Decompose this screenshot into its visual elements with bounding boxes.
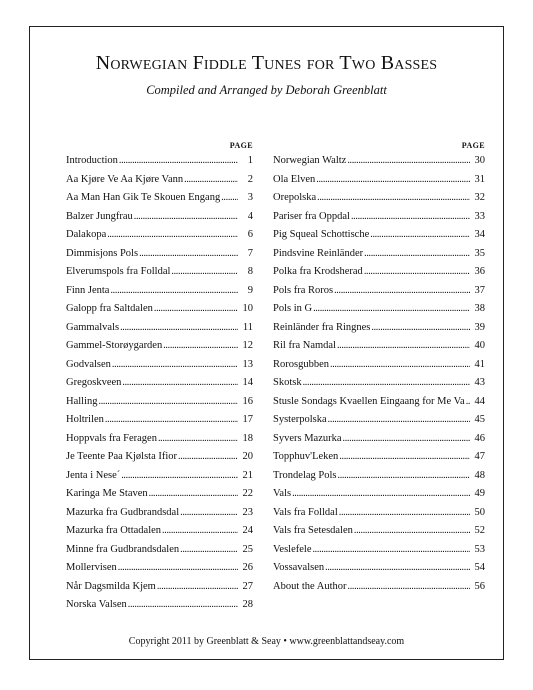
copyright-footer: Copyright 2011 by Greenblatt & Seay • www.greenblattandseay.com xyxy=(128,636,405,647)
toc-entry-title: Rorosgubben xyxy=(273,358,329,370)
toc-entry-title: Systerpolska xyxy=(273,414,327,425)
toc-entry-page: 50 xyxy=(474,506,485,518)
toc-entry-page: 32 xyxy=(474,192,485,203)
toc-entry-title: Pols in G xyxy=(273,303,313,314)
toc-entry-page: 1 xyxy=(247,155,253,166)
toc-entry xyxy=(273,448,485,467)
toc-entry xyxy=(273,356,485,375)
toc-dot-leader xyxy=(221,189,238,208)
toc-dot-leader xyxy=(351,208,470,227)
toc-entry-title: Veslefele xyxy=(273,543,312,555)
toc-dot-leader xyxy=(112,356,238,375)
toc-entry-page: 31 xyxy=(474,173,485,185)
toc-entry-page: 48 xyxy=(474,469,485,481)
toc-entry-page: 52 xyxy=(474,525,485,536)
toc-dot-leader xyxy=(348,578,471,597)
toc-dot-leader xyxy=(364,263,470,282)
toc-dot-leader xyxy=(139,245,238,264)
toc-entry-page: 34 xyxy=(474,229,485,240)
toc-entry xyxy=(66,393,253,412)
toc-entry-page: 18 xyxy=(242,432,253,444)
toc-dot-leader xyxy=(317,189,470,208)
toc-entry-page: 10 xyxy=(242,303,253,314)
toc-dot-leader xyxy=(313,300,470,319)
toc-entry-title: Gammel-Storøygarden xyxy=(66,340,163,351)
toc-dot-leader xyxy=(121,467,238,486)
toc-entry xyxy=(66,522,253,541)
toc-entry-title: Vals fra Folldal xyxy=(273,506,338,518)
toc-entry-page: 46 xyxy=(474,432,485,444)
toc-entry xyxy=(66,541,253,560)
toc-dot-leader xyxy=(328,411,470,430)
toc-entry xyxy=(273,245,485,264)
toc-dot-leader xyxy=(105,411,238,430)
toc-entry xyxy=(273,485,485,504)
toc-entry-page: 54 xyxy=(474,562,485,573)
toc-dot-leader xyxy=(343,430,470,449)
toc-dot-leader xyxy=(107,226,238,245)
toc-entry xyxy=(273,374,485,393)
toc-entry-title: Holtrilen xyxy=(66,414,104,425)
toc-entry xyxy=(273,411,485,430)
toc-dot-leader xyxy=(325,559,470,578)
book-subtitle: Compiled and Arranged by Deborah Greenblatt xyxy=(146,83,387,97)
toc-entry-page: 44 xyxy=(474,395,485,407)
toc-entry-title: Hoppvals fra Feragen xyxy=(66,432,157,444)
toc-entry-page: 53 xyxy=(474,543,485,555)
toc-dot-leader xyxy=(163,337,238,356)
toc-entry-page: 26 xyxy=(242,562,253,573)
toc-entry-page: 47 xyxy=(474,451,485,462)
toc-dot-leader xyxy=(180,541,238,560)
toc-entry-title: Karinga Me Staven xyxy=(66,488,148,499)
toc-entry-title: Syvers Mazurka xyxy=(273,432,342,444)
toc-entry xyxy=(273,559,485,578)
toc-entry xyxy=(273,467,485,486)
toc-dot-leader xyxy=(134,208,238,227)
toc-dot-leader xyxy=(303,374,470,393)
toc-entry xyxy=(66,578,253,597)
toc-entry-title: Dalakopa xyxy=(66,229,107,240)
toc-dot-leader xyxy=(316,171,470,190)
toc-entry-page: 7 xyxy=(247,247,253,259)
toc-entry xyxy=(66,411,253,430)
toc-left-list xyxy=(66,152,253,615)
toc-left-column xyxy=(66,140,253,615)
toc-entry-page: 35 xyxy=(474,247,485,259)
toc-dot-leader xyxy=(122,374,238,393)
toc-dot-leader xyxy=(128,596,238,615)
toc-entry-title: Trondelag Pols xyxy=(273,469,337,481)
toc-entry xyxy=(273,319,485,338)
toc-entry-title: Vals xyxy=(273,488,292,499)
toc-entry-title: Polka fra Krodsherad xyxy=(273,266,363,277)
toc-entry-page: 13 xyxy=(242,358,253,370)
toc-entry-title: Elverumspols fra Folldal xyxy=(66,266,171,277)
toc-entry-page: 27 xyxy=(242,580,253,592)
page-column-header-right: PAGE xyxy=(461,141,485,150)
toc-dot-leader xyxy=(180,504,238,523)
toc-entry xyxy=(66,485,253,504)
toc-entry-title: Pindsvine Reinländer xyxy=(273,247,364,259)
toc-entry xyxy=(66,263,253,282)
toc-dot-leader xyxy=(157,578,238,597)
toc-entry-title: About the Author xyxy=(273,580,347,592)
toc-entry-page: 6 xyxy=(247,229,253,240)
toc-dot-leader xyxy=(466,393,470,412)
toc-dot-leader xyxy=(334,282,470,301)
toc-dot-leader xyxy=(171,263,238,282)
toc-entry-title: Je Teente Paa Kjølsta Ifior xyxy=(66,451,178,462)
toc-entry-page: 14 xyxy=(242,377,253,388)
toc-entry xyxy=(273,263,485,282)
toc-entry-page: 36 xyxy=(474,266,485,277)
toc-entry-page: 56 xyxy=(474,580,485,592)
toc-entry xyxy=(66,226,253,245)
toc-entry xyxy=(273,171,485,190)
toc-entry-title: Mazurka fra Ottadalen xyxy=(66,525,162,536)
toc-entry-title: Pig Squeal Schottische xyxy=(273,229,370,240)
toc-dot-leader xyxy=(162,522,238,541)
toc-entry xyxy=(273,578,485,597)
toc-entry xyxy=(273,337,485,356)
toc-entry xyxy=(66,356,253,375)
toc-entry xyxy=(273,393,485,412)
toc-entry xyxy=(273,152,485,171)
toc-entry-title: Introduction xyxy=(66,155,118,166)
toc-dot-leader xyxy=(120,319,238,338)
toc-dot-leader xyxy=(364,245,470,264)
toc-entry xyxy=(66,189,253,208)
toc-entry xyxy=(66,152,253,171)
toc-dot-leader xyxy=(370,226,470,245)
page-column-header-left: PAGE xyxy=(229,141,253,150)
toc-entry-title: Når Dagsmilda Kjem xyxy=(66,580,156,592)
toc-entry xyxy=(66,504,253,523)
toc-entry-title: Stusle Sondags Kvaellen Eingaang for Me Va xyxy=(273,395,465,407)
toc-entry xyxy=(66,448,253,467)
toc-entry-page: 22 xyxy=(242,488,253,499)
toc-entry-page: 8 xyxy=(247,266,253,277)
toc-entry xyxy=(66,337,253,356)
toc-entry-title: Gammalvals xyxy=(66,321,120,333)
toc-dot-leader xyxy=(339,448,470,467)
toc-entry-page: 37 xyxy=(474,284,485,296)
toc-entry-title: Topphuv'Leken xyxy=(273,451,339,462)
toc-dot-leader xyxy=(99,393,239,412)
toc-entry-title: Dimmisjons Pols xyxy=(66,247,139,259)
toc-entry-title: Finn Jenta xyxy=(66,284,110,296)
toc-entry-page: 16 xyxy=(242,395,253,407)
toc-dot-leader xyxy=(337,337,470,356)
toc-entry xyxy=(66,208,253,227)
toc-dot-leader xyxy=(119,152,238,171)
toc-entry-page: 11 xyxy=(242,321,253,333)
toc-dot-leader xyxy=(371,319,470,338)
toc-entry-title: Mazurka fra Gudbrandsdal xyxy=(66,506,180,518)
toc-entry-page: 23 xyxy=(242,506,253,518)
toc-entry-page: 40 xyxy=(474,340,485,351)
toc-entry-page: 9 xyxy=(247,284,253,296)
toc-dot-leader xyxy=(330,356,470,375)
toc-entry-title: Reinländer fra Ringnes xyxy=(273,321,371,333)
toc-entry xyxy=(66,596,253,615)
toc-entry-title: Mollervisen xyxy=(66,562,117,573)
toc-entry-title: Pariser fra Oppdal xyxy=(273,210,350,222)
toc-entry-page: 45 xyxy=(474,414,485,425)
toc-entry-page: 2 xyxy=(247,173,253,185)
toc-entry xyxy=(66,374,253,393)
toc-entry xyxy=(273,282,485,301)
toc-dot-leader xyxy=(354,522,470,541)
toc-entry-title: Galopp fra Saltdalen xyxy=(66,303,153,314)
toc-entry-page: 12 xyxy=(242,340,253,351)
toc-entry-title: Ola Elven xyxy=(273,173,316,185)
toc-entry xyxy=(66,300,253,319)
toc-dot-leader xyxy=(338,467,471,486)
toc-dot-leader xyxy=(184,171,238,190)
toc-entry xyxy=(66,245,253,264)
toc-right-column xyxy=(273,140,485,596)
toc-entry-page: 33 xyxy=(474,210,485,222)
toc-entry-page: 43 xyxy=(474,377,485,388)
toc-entry xyxy=(273,430,485,449)
toc-dot-leader xyxy=(158,430,238,449)
toc-entry xyxy=(66,559,253,578)
toc-dot-leader xyxy=(149,485,238,504)
book-title: Norwegian Fiddle Tunes for Two Basses xyxy=(95,52,438,74)
toc-entry-page: 20 xyxy=(242,451,253,462)
toc-dot-leader xyxy=(292,485,470,504)
toc-entry-page: 49 xyxy=(474,488,485,499)
toc-entry-title: Jenta i Nese´ xyxy=(66,469,121,481)
toc-entry-page: 17 xyxy=(242,414,253,425)
toc-entry-page: 4 xyxy=(247,210,253,222)
toc-dot-leader xyxy=(118,559,238,578)
toc-entry xyxy=(273,300,485,319)
toc-entry-title: Aa Man Han Gik Te Skouen Engang xyxy=(66,192,221,203)
toc-entry-title: Ril fra Namdal xyxy=(273,340,336,351)
toc-entry xyxy=(66,467,253,486)
toc-entry-page: 30 xyxy=(474,155,485,166)
toc-entry xyxy=(273,226,485,245)
toc-entry xyxy=(273,208,485,227)
toc-dot-leader xyxy=(110,282,238,301)
toc-entry-page: 41 xyxy=(474,358,485,370)
toc-entry-title: Gregoskveen xyxy=(66,377,122,388)
toc-dot-leader xyxy=(339,504,470,523)
toc-entry-page: 38 xyxy=(474,303,485,314)
toc-entry xyxy=(66,282,253,301)
toc-entry-title: Norska Valsen xyxy=(66,599,127,610)
toc-entry xyxy=(273,504,485,523)
toc-dot-leader xyxy=(347,152,470,171)
toc-entry-title: Halling xyxy=(66,395,98,407)
toc-entry-title: Balzer Jungfrau xyxy=(66,210,133,222)
toc-entry xyxy=(273,189,485,208)
toc-entry-page: 28 xyxy=(242,599,253,610)
toc-dot-leader xyxy=(154,300,238,319)
toc-entry-page: 24 xyxy=(242,525,253,536)
toc-entry-title: Orepolska xyxy=(273,192,317,203)
toc-entry-title: Vals fra Setesdalen xyxy=(273,525,353,536)
toc-dot-leader xyxy=(312,541,470,560)
toc-entry-title: Norwegian Waltz xyxy=(273,155,347,166)
toc-entry-page: 3 xyxy=(247,192,253,203)
toc-entry-title: Vossavalsen xyxy=(273,562,325,573)
toc-entry xyxy=(273,522,485,541)
toc-entry-title: Skotsk xyxy=(273,377,302,388)
toc-entry-title: Godvalsen xyxy=(66,358,111,370)
toc-entry xyxy=(66,171,253,190)
toc-entry-title: Aa Kjøre Ve Aa Kjøre Vann xyxy=(66,173,184,185)
toc-entry-title: Minne fra Gudbrandsdalen xyxy=(66,543,180,555)
toc-entry-page: 21 xyxy=(242,469,253,481)
toc-entry-page: 25 xyxy=(242,543,253,555)
toc-entry-title: Pols fra Roros xyxy=(273,284,334,296)
toc-entry xyxy=(66,319,253,338)
toc-dot-leader xyxy=(178,448,238,467)
toc-entry xyxy=(273,541,485,560)
toc-entry-page: 39 xyxy=(474,321,485,333)
toc-entry xyxy=(66,430,253,449)
toc-right-list xyxy=(273,152,485,596)
